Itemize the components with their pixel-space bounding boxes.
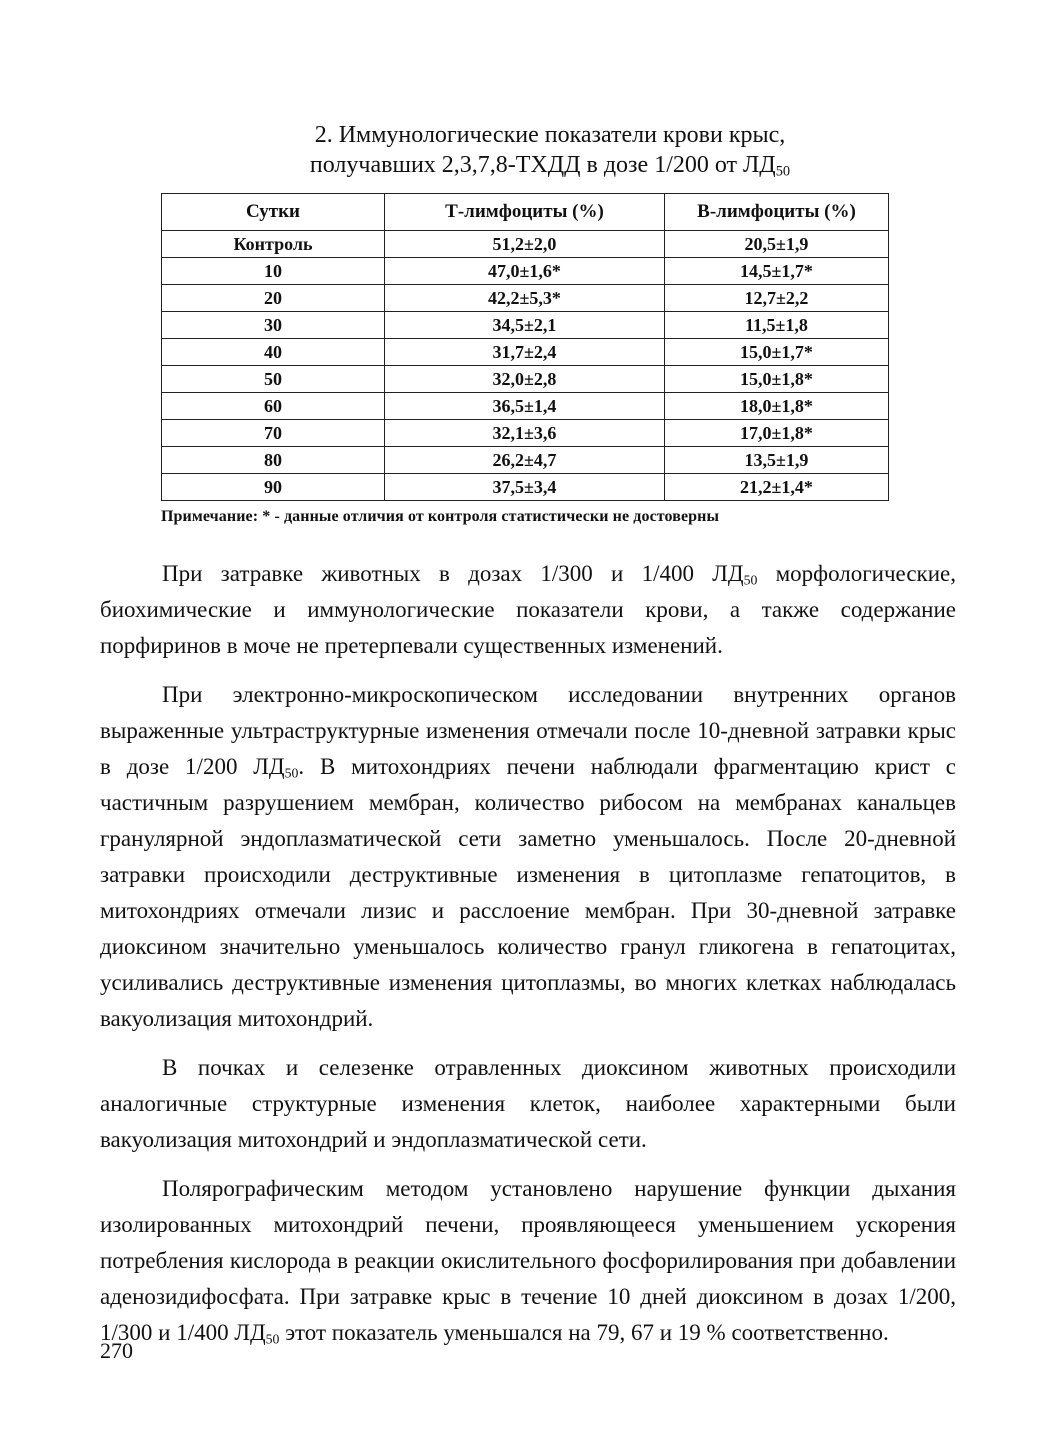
cell-t: 51,2±2,0 [385, 231, 665, 258]
cell-days: 70 [162, 420, 385, 447]
caption-line-1: 2. Иммунологические показатели крови крыс, [314, 122, 786, 148]
table-row [162, 339, 889, 366]
cell-b: 11,5±1,8 [665, 312, 889, 339]
cell-b: 14,5±1,7* [665, 258, 889, 285]
cell-days: 20 [162, 285, 385, 312]
paragraph-1 [100, 556, 956, 664]
paragraph-1-text-b: морфологические, биохимические и иммунологические показатели крови, а также содержание порфиринов в моче не претерпевали существенных изменений. [100, 561, 956, 658]
paragraph-4-text-a: Полярографическим методом установлено нарушение функции дыхания изолированных митохондрий печени, проявляющееся уменьшением ускорения потребления кислорода в реакции окислительного фосфорилирования при добавлении аденозидифосфата. При затравке крыс в течение 10 дней диоксином в дозах 1/200, 1/300 и 1/400 ЛД [100, 1176, 956, 1345]
header-t-lymphocytes: Т-лимфоциты (%) [385, 194, 665, 231]
table-row [162, 285, 889, 312]
paragraph-3: В почках и селезенке отравленных диоксином животных происходили аналогичные структурные изменения клеток, наиболее характерными были вакуолизация митохондрий и эндоплазматической сети. [100, 1055, 956, 1152]
caption-line-2 [200, 150, 900, 180]
paragraph-1-subscript: 50 [743, 572, 758, 588]
page-number: 270 [100, 1338, 133, 1363]
cell-b: 17,0±1,8* [665, 420, 889, 447]
cell-t: 31,7±2,4 [385, 339, 665, 366]
paragraph-4 [100, 1171, 956, 1351]
table-row [162, 447, 889, 474]
cell-t: 34,5±2,1 [385, 312, 665, 339]
table-caption [200, 120, 900, 180]
caption-line-2-text: получавших 2,3,7,8-ТХДД в дозе 1/200 от ЛД [309, 152, 776, 178]
body-text [100, 556, 956, 1364]
table-row [162, 474, 889, 501]
paragraph-2-text-b: . В митохондриях печени наблюдали фрагментацию крист с частичным разрушением мембран, количество рибосом на мембранах канальцев гранулярной эндоплазматической сети заметно уменьшалось. После 20-дневной затравки происходили деструктивные изменения в цитоплазме гепатоцитов, в митохондриях отмечали лизис и расслоение мембран. При 30-дневной затравке диоксином значительно уменьшалось количество гранул гликогена в гепатоцитах, усиливались деструктивные изменения цитоплазмы, во многих клетках наблюдалась вакуолизация митохондрий. [100, 754, 956, 1031]
cell-b: 13,5±1,9 [665, 447, 889, 474]
table-row [162, 312, 889, 339]
cell-b: 15,0±1,8* [665, 366, 889, 393]
cell-b: 12,7±2,2 [665, 285, 889, 312]
table-row [162, 231, 889, 258]
table-row [162, 420, 889, 447]
paragraph-2-subscript: 50 [284, 765, 299, 781]
cell-days: 30 [162, 312, 385, 339]
header-days: Сутки [162, 194, 385, 231]
cell-days: 80 [162, 447, 385, 474]
cell-days: 90 [162, 474, 385, 501]
cell-t: 26,2±4,7 [385, 447, 665, 474]
table-row [162, 393, 889, 420]
cell-t: 47,0±1,6* [385, 258, 665, 285]
paragraph-1-text-a: При затравке животных в дозах 1/300 и 1/400 ЛД [162, 561, 744, 586]
cell-t: 32,1±3,6 [385, 420, 665, 447]
paragraph-4-subscript: 50 [265, 1331, 280, 1347]
immunology-table [161, 193, 889, 501]
cell-days: 40 [162, 339, 385, 366]
cell-b: 18,0±1,8* [665, 393, 889, 420]
cell-t: 42,2±5,3* [385, 285, 665, 312]
table-row [162, 366, 889, 393]
cell-days: 50 [162, 366, 385, 393]
table-note: Примечание: * - данные отличия от контроля статистически не достоверны [161, 508, 720, 525]
table-row [162, 258, 889, 285]
cell-days: 10 [162, 258, 385, 285]
cell-b: 21,2±1,4* [665, 474, 889, 501]
cell-t: 36,5±1,4 [385, 393, 665, 420]
caption-subscript: 50 [775, 163, 791, 180]
cell-days: 60 [162, 393, 385, 420]
cell-t: 32,0±2,8 [385, 366, 665, 393]
cell-t: 37,5±3,4 [385, 474, 665, 501]
table-header-row [162, 194, 889, 231]
cell-b: 20,5±1,9 [665, 231, 889, 258]
header-b-lymphocytes: В-лимфоциты (%) [665, 194, 889, 231]
paragraph-2-text-a: При электронно-микроскопическом исследовании внутренних органов выраженные ультраструктурные изменения отмечали после 10-дневной затравки крыс в дозе 1/200 ЛД [100, 682, 956, 779]
cell-days: Контроль [162, 231, 385, 258]
cell-b: 15,0±1,7* [665, 339, 889, 366]
paragraph-2 [100, 677, 956, 1037]
paragraph-4-text-b: этот показатель уменьшался на 79, 67 и 19 % соответственно. [279, 1320, 889, 1345]
